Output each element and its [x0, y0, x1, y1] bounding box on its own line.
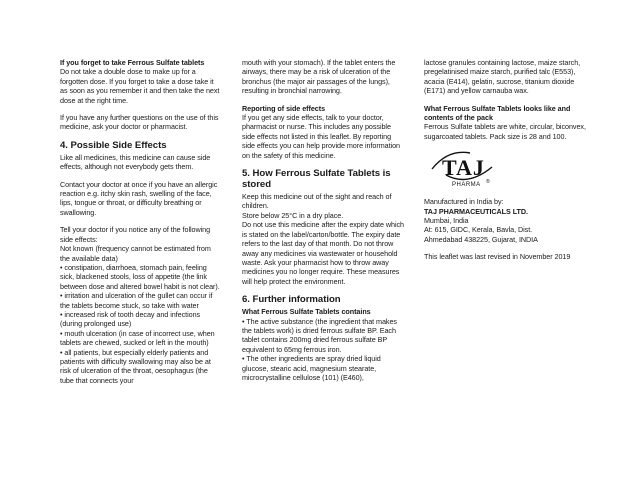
continued-ingredients-text: lactose granules containing lactose, maize starch, pregelatinised maize starch, purified talc (E553), acacia (E414), gelatin, sucrose, titanium dioxide (E171) and yellow carnauba wax. — [424, 58, 581, 96]
storage-line: Do not use this medicine after the expiry date which is stated on the label/carton/bottle. The expiry date refers to the last day of that month. Do not throw away any medicines via wastewater or household waste. Ask your pharmacist how to throw away medicines you no longer require. These measures will help protect the environment. — [242, 220, 405, 286]
allergic-reaction-text: Contact your doctor at once if you have an allergic reaction e.g. itchy skin rash, swelling of the face, lips, tongue or throat, or difficulty breathing or swallowing. — [60, 179, 218, 217]
side-effect-line: • constipation, diarrhoea, stomach pain, feeling sick, blackened stools, loss of appetite (the link between dose and altered bowel habit is not clear). — [60, 262, 220, 291]
looks-like-heading: What Ferrous Sulfate Tablets looks like and contents of the pack — [424, 103, 571, 123]
looks-like-text: Ferrous Sulfate tablets are white, circular, biconvex, sugarcoated tablets. Pack size is 28 and 100. — [424, 122, 586, 141]
manufacturer-line: Mumbai, India — [424, 216, 469, 226]
forget-dose-heading: If you forget to take Ferrous Sulfate tablets — [60, 58, 205, 67]
further-questions-text: If you have any further questions on the use of this medicine, ask your doctor or pharmacist. — [60, 113, 219, 132]
manufacturer-name: TAJ PHARMACEUTICALS LTD. — [424, 206, 528, 216]
side-effect-line: • mouth ulceration (in case of incorrect use, when tablets are chewed, sucked or left in the mouth) — [60, 328, 215, 348]
side-effects-intro: Like all medicines, this medicine can cause side effects, although not everybody gets them. — [60, 152, 211, 172]
section-4-heading: 4. Possible Side Effects — [60, 139, 167, 151]
reporting-heading: Reporting of side effects — [242, 103, 326, 113]
manufacturer-line: At: 615, GIDC, Kerala, Bavla, Dist. — [424, 225, 533, 235]
logo-wordmark: TAJ — [442, 155, 485, 181]
leaflet-column-3 — [424, 58, 586, 270]
side-effect-line: • irritation and ulceration of the gullet can occur if the tablets become stuck, so take with water — [60, 291, 213, 310]
ingredient-line: • The other ingredients are spray dried liquid glucose, stearic acid, magnesium stearate, microcrystalline cellulose (101) (E460), — [242, 354, 381, 382]
logo-subtext: PHARMA — [452, 182, 481, 189]
manufacturer-line: Ahmedabad 438225, Gujarat, INDIA — [424, 234, 538, 244]
section-5-heading: 5. How Ferrous Sulfate Tablets is stored — [242, 168, 391, 191]
side-effect-line: • increased risk of tooth decay and infections (during prolonged use) — [60, 309, 201, 329]
side-effect-line: Not known (frequency cannot be estimated from the available data) — [60, 244, 211, 263]
contains-heading: What Ferrous Sulfate Tablets contains — [242, 307, 371, 317]
registered-mark: ® — [486, 179, 490, 186]
revision-date-text: This leaflet was last revised in November 2019 — [424, 252, 571, 262]
reporting-text: If you get any side effects, talk to your doctor, pharmacist or nurse. This includes any possible side effects not listed in this leaflet. By reporting side effects you can help provide more information on the safety of this medicine. — [242, 113, 400, 160]
forget-dose-text: Do not take a double dose to make up for a forgotten dose. If you forget to take a dose take it as soon as you remember it and then take the next dose at the right time. — [60, 67, 220, 105]
continued-side-effect-text: mouth with your stomach). If the tablet enters the airways, there may be a risk of ulceration of the bronchus (the major air passages of the lungs), resulting in bronchial narrowing. — [242, 58, 396, 96]
leaflet-column-2 — [242, 58, 404, 390]
side-effect-line: Tell your doctor if you notice any of the following side effects: — [60, 225, 211, 244]
manufacturer-line: Manufactured in India by: — [424, 197, 504, 207]
leaflet-column-1 — [60, 58, 222, 393]
storage-line: Keep this medicine out of the sight and reach of children. — [242, 192, 392, 211]
storage-line: Store below 25°C in a dry place. — [242, 210, 344, 220]
ingredient-line: • The active substance (the ingredient that makes the tablets work) is dried ferrous sulfate BP. Each tablet contains 200mg dried ferrous sulfate BP equivalent to 65mg ferrous iron. — [242, 316, 397, 354]
taj-pharma-logo — [428, 145, 498, 191]
section-6-heading: 6. Further information — [242, 294, 341, 306]
side-effect-line: • all patients, but especially elderly patients and patients with difficulty swallowing may also be at risk of ulceration of the throat, oesophagus (the tube that connects your — [60, 347, 211, 385]
